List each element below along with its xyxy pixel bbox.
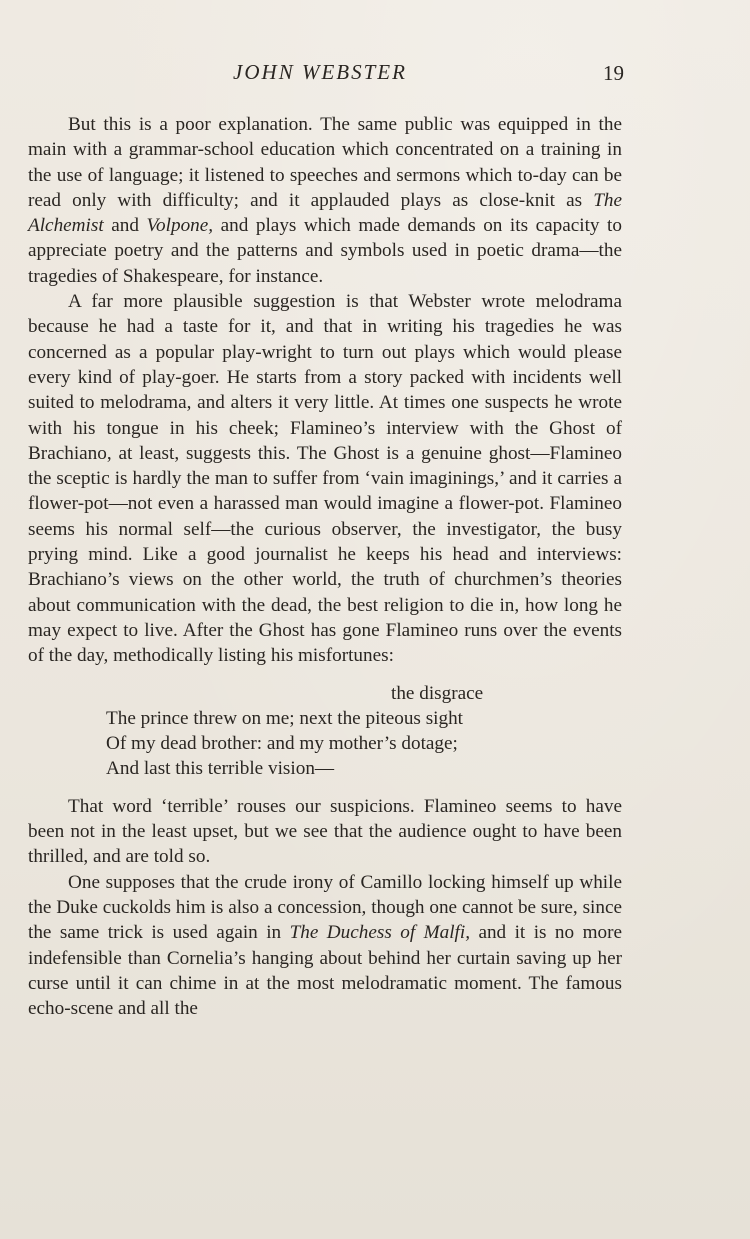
verse-quotation (106, 681, 622, 782)
text-run: That word ‘terrible’ rouses our suspicions. Flamineo seems to have been not in the least upset, but we see that the audience ought to have been thrilled, and are told so. (28, 795, 622, 868)
body-text (28, 112, 622, 1021)
verse-line-1: the disgrace (391, 682, 484, 704)
text-run: and it is no more indefensible than Cornelia’s hanging about behind her curtain saving up her curse until it can chime in at the most melodramatic moment. The famous echo-scene and all the (28, 922, 622, 1020)
paragraph-4 (28, 870, 622, 1022)
verse-line-3: Of my dead brother: and my mother’s dotage; (106, 733, 458, 755)
text-run: But this is a poor explanation. The same public was equipped in the main with a grammar-school education which concentrated on a training in the use of language; it listened to speeches and sermons which to-day can be read only with difficulty; and it applauded plays as close-knit as (28, 114, 622, 211)
paragraph-2 (28, 289, 622, 668)
paragraph-3 (28, 794, 622, 870)
text-run: One supposes that the crude irony of Camillo locking himself up while the Duke cuckolds him is also a concession, though one cannot be sure, since the same trick is used again in (28, 871, 622, 944)
verse-line-4: And last this terrible vision— (106, 758, 335, 780)
text-run: and plays which made demands on its capacity to appreciate poetry and the patterns and symbols used in poetic drama—the tragedies of Shakespeare, for instance. (28, 215, 622, 287)
text-run: A far more plausible suggestion is that Webster wrote melodrama because he had a taste for it, and that in writing his tragedies he was concerned as a popular play-wright to turn out plays which would please every kind of play-goer. He starts from a story packed with incidents well suited to melodrama, and alters it very little. At times one suspects he wrote with his tongue in his cheek; Flamineo’s interview with the Ghost of Brachiano, at least, suggests this. The Ghost is a genuine ghost—Flamineo the sceptic is hardly the man to suffer from ‘vain imaginings,’ and it carries a flower-pot—not even a harassed man would imagine a flower-pot. Flamineo seems his normal self—the curious observer, the investigator, the busy prying mind. Like a good journalist he keeps his head and interviews: Brachiano’s views on the other world, the truth of churchmen’s theories about communication with the dead, the best religion to die in, how long he may expect to live. After the Ghost has gone Flamineo runs over the events of the day, methodically listing his misfortunes: (28, 291, 622, 667)
text-run: and (103, 215, 147, 237)
verse-line-2: The prince threw on me; next the piteous sight (106, 707, 464, 729)
italic-title: Volpone, (146, 215, 214, 237)
page-header (0, 60, 750, 90)
italic-title: The Duchess of Malfi, (289, 922, 470, 944)
page-number: 19 (603, 61, 624, 85)
paragraph-1 (28, 112, 622, 289)
italic-title: The Alchemist (28, 189, 622, 237)
running-head: JOHN WEBSTER (233, 60, 407, 84)
